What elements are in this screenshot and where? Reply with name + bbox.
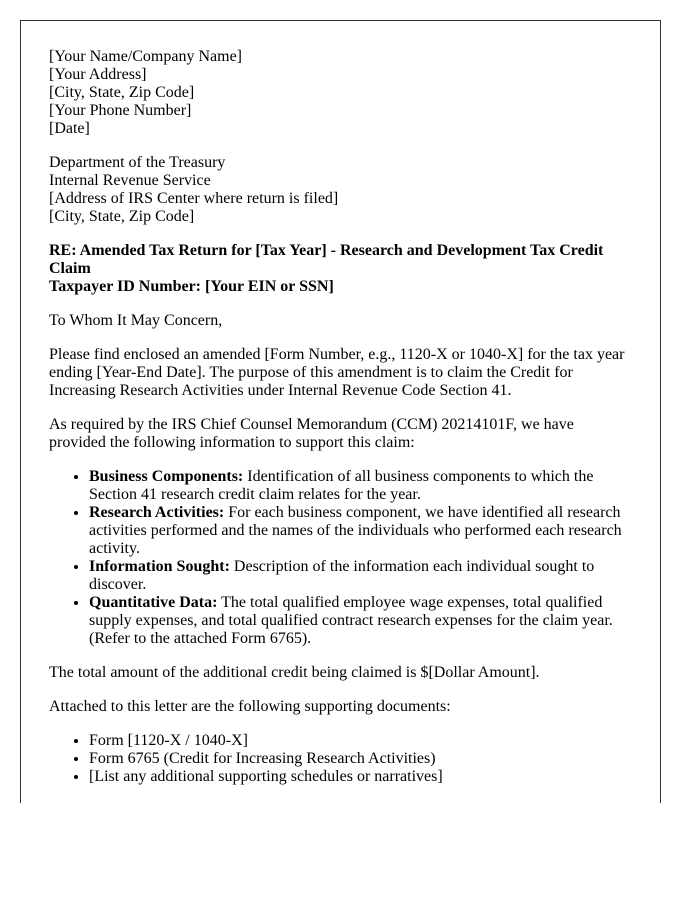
list-item <box>89 504 632 558</box>
list-item-text: Description of the information each individual sought to discover. <box>89 558 595 593</box>
recipient-line: [Address of IRS Center where return is filed] <box>49 190 339 207</box>
list-item-term: Information Sought: <box>89 558 230 575</box>
list-item-text: The total qualified employee wage expenses, total qualified supply expenses, and total qualified contract research expenses for the claim year. (Refer to the attached Form 6765). <box>89 594 613 647</box>
list-item-term: Business Components: <box>89 468 244 485</box>
sender-line: [Your Address] <box>49 66 147 83</box>
list-item: • Form [1120-X / 1040-X] <box>89 732 632 750</box>
sender-line: [Your Phone Number] <box>49 102 192 119</box>
recipient-line: Internal Revenue Service <box>49 172 211 189</box>
list-item-term: Quantitative Data: <box>89 594 218 611</box>
sender-line: [Date] <box>49 120 90 137</box>
salutation: To Whom It May Concern, <box>49 312 223 329</box>
sender-line: [City, State, Zip Code] <box>49 84 195 101</box>
sender-line: [Your Name/Company Name] <box>49 48 243 65</box>
list-item: • Form 6765 (Credit for Increasing Research Activities) <box>89 750 632 768</box>
requirements-list <box>49 468 632 648</box>
letter-page <box>20 20 661 803</box>
list-item <box>89 594 632 648</box>
recipient-line: Department of the Treasury <box>49 154 226 171</box>
subject-block <box>49 242 632 296</box>
recipient-line: [City, State, Zip Code] <box>49 208 195 225</box>
list-item <box>89 558 632 594</box>
list-item-text: Identification of all business components to which the Section 41 research credit claim relates for the year. <box>89 468 594 503</box>
subject-re-line: RE: Amended Tax Return for [Tax Year] - Research and Development Tax Credit Claim <box>49 242 604 277</box>
recipient-address <box>49 154 632 226</box>
paragraph-requirements: As required by the IRS Chief Counsel Memorandum (CCM) 20214101F, we have provided the following information to support this claim: <box>49 416 574 451</box>
list-item-term: Research Activities: <box>89 504 225 521</box>
list-item <box>89 468 632 504</box>
taxpayer-id: Taxpayer ID Number: [Your EIN or SSN] <box>49 278 334 295</box>
list-item: • [List any additional supporting schedules or narratives] <box>89 768 632 786</box>
paragraph-credit-amount: The total amount of the additional credit being claimed is $[Dollar Amount]. <box>49 664 540 681</box>
paragraph-intro: Please find enclosed an amended [Form Number, e.g., 1120-X or 1040-X] for the tax year ending [Year-End Date]. The purpose of this amendment is to claim the Credit for Increasing Research Activities under Internal Revenue Code Section 41. <box>49 346 625 399</box>
list-item-text: For each business component, we have identified all research activities performed and the names of the individuals who performed each research activity. <box>89 504 622 557</box>
paragraph-attachments: Attached to this letter are the following supporting documents: <box>49 698 451 715</box>
sender-address <box>49 48 632 138</box>
attachments-list <box>49 732 632 786</box>
